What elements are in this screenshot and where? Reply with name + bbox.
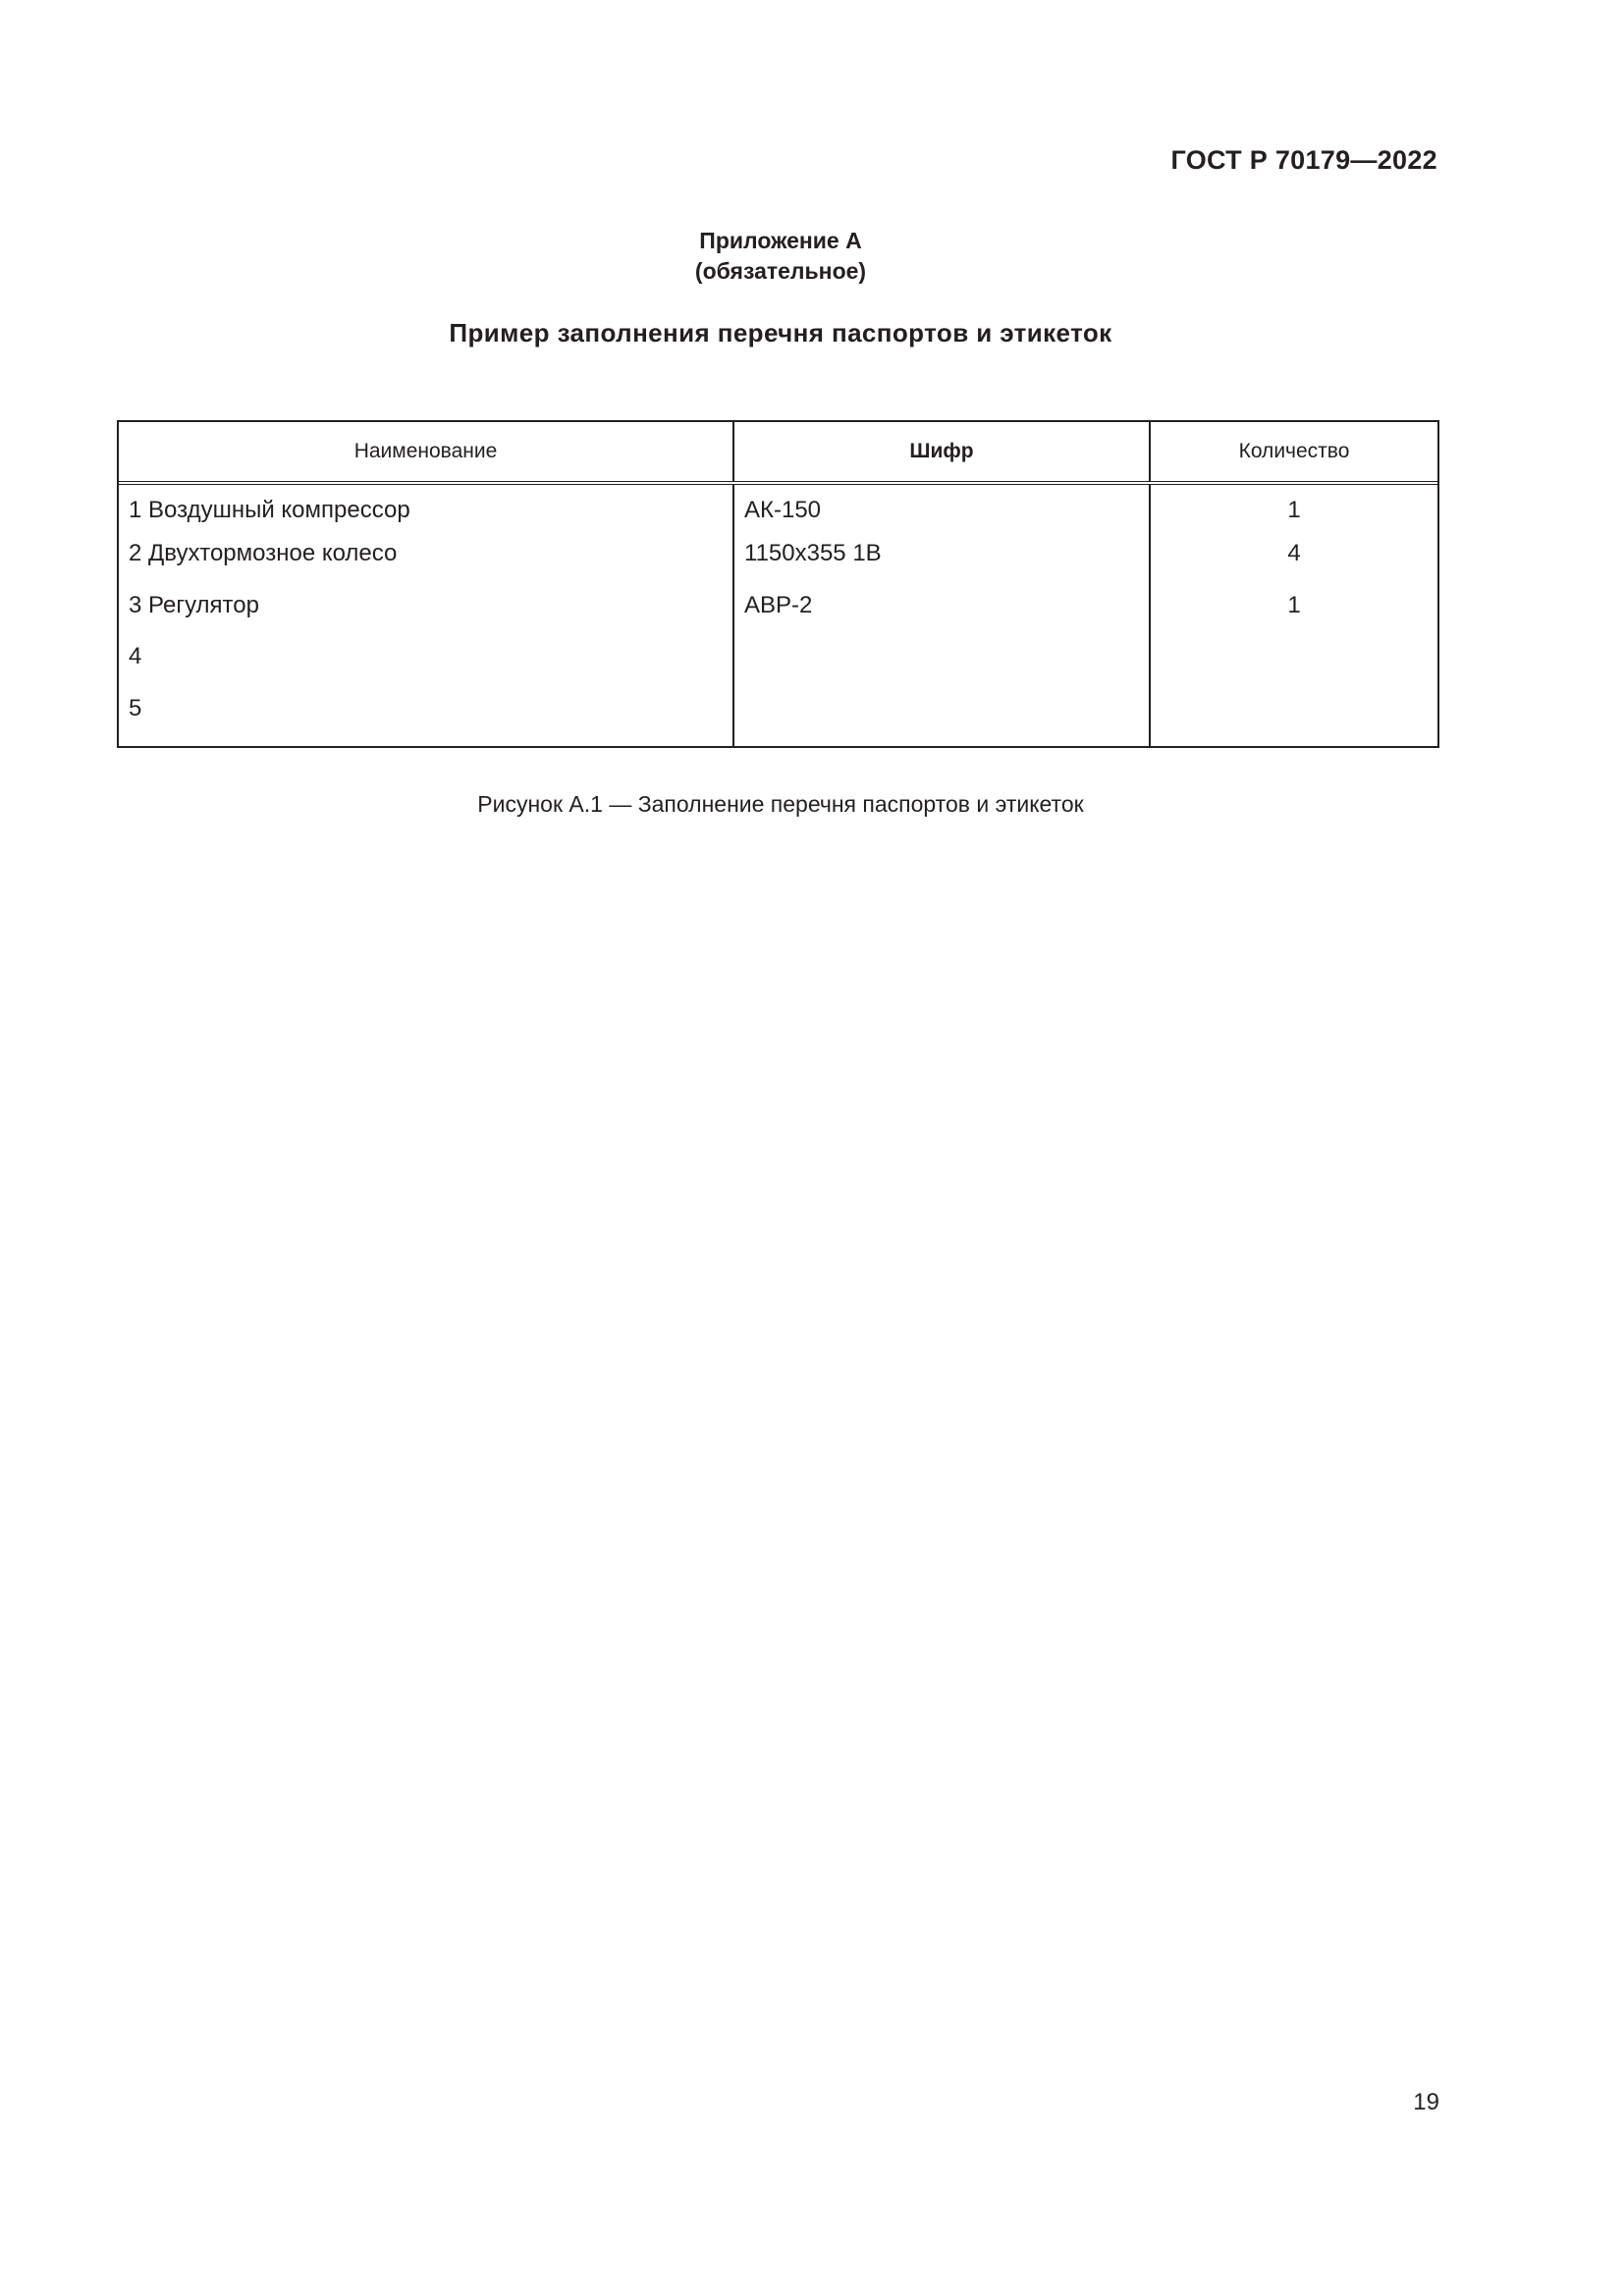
column-header-code: Шифр bbox=[733, 422, 1150, 483]
table-row bbox=[119, 643, 1437, 694]
table-row bbox=[119, 695, 1437, 746]
document-code: ГОСТ Р 70179—2022 bbox=[1170, 145, 1437, 175]
cell-quantity bbox=[1150, 695, 1437, 746]
cell-quantity: 4 bbox=[1150, 540, 1437, 591]
cell-quantity: 1 bbox=[1150, 592, 1437, 643]
column-header-quantity: Количество bbox=[1150, 422, 1437, 483]
table-row bbox=[119, 540, 1437, 591]
passport-list-table bbox=[117, 420, 1439, 748]
column-header-name: Наименование bbox=[119, 422, 733, 483]
section-title: Пример заполнения перечня паспортов и этикеток bbox=[449, 318, 1112, 347]
cell-name: 1 Воздушный компрессор bbox=[129, 497, 410, 523]
appendix-heading bbox=[0, 226, 1561, 287]
cell-code: АВР-2 bbox=[733, 592, 1150, 643]
table-row bbox=[119, 592, 1437, 643]
cell-quantity bbox=[1150, 643, 1437, 694]
table-row bbox=[119, 483, 1437, 540]
cell-code: 1150х355 1В bbox=[733, 540, 1150, 591]
appendix-title: Приложение А bbox=[699, 228, 862, 253]
cell-quantity: 1 bbox=[1150, 483, 1437, 540]
cell-name: 2 Двухтормозное колесо bbox=[129, 540, 398, 567]
page-number: 19 bbox=[1413, 2089, 1439, 2115]
cell-name: 3 Регулятор bbox=[129, 591, 259, 618]
appendix-status: (обязательное) bbox=[694, 258, 867, 284]
figure-caption: Рисунок А.1 — Заполнение перечня паспортов и этикеток bbox=[477, 791, 1084, 817]
cell-name: 5 bbox=[129, 694, 142, 721]
cell-code bbox=[733, 695, 1150, 746]
cell-code: АК-150 bbox=[733, 483, 1150, 540]
cell-code bbox=[733, 643, 1150, 694]
cell-name: 4 bbox=[129, 643, 142, 670]
table-header-row bbox=[119, 422, 1437, 483]
